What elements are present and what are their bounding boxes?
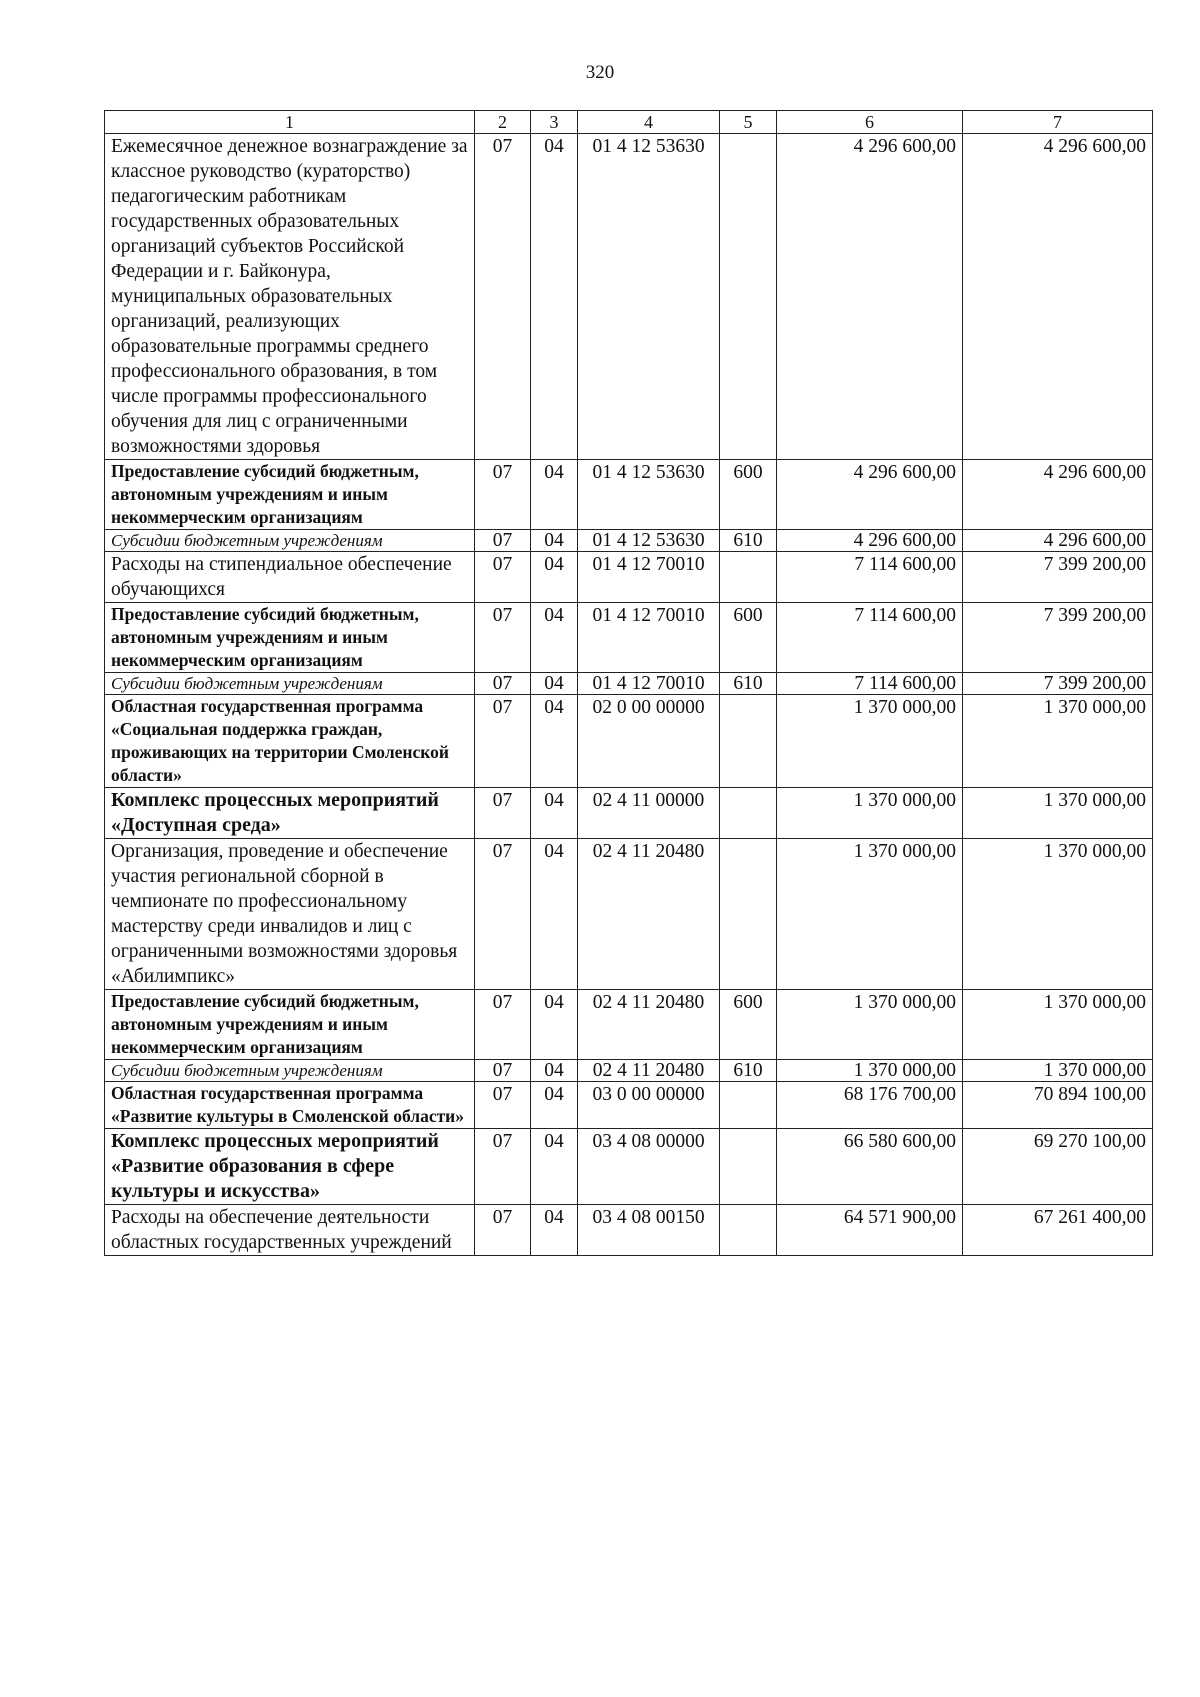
table-row <box>105 1129 1153 1205</box>
row-target-code: 01 4 12 70010 <box>578 603 720 673</box>
row-subsection: 04 <box>531 1129 578 1205</box>
column-header-7: 7 <box>963 111 1153 134</box>
table-row <box>105 460 1153 530</box>
row-subsection: 04 <box>531 673 578 695</box>
row-amount-year-1: 66 580 600,00 <box>777 1129 963 1205</box>
table-row <box>105 603 1153 673</box>
table-row <box>105 1060 1153 1082</box>
row-expense-type: 610 <box>720 1060 777 1082</box>
row-name: Ежемесячное денежное вознаграждение за классное руководство (кураторство) педагогическим работникам государственных образовательных организаций субъектов Российской Федерации и г. Байконура, муниципальных образовательных организаций, реализующих образовательные программы среднего профессионального образования, в том числе программы профессионального обучения для лиц с ограниченными возможностями здоровья <box>105 134 475 460</box>
row-section: 07 <box>475 673 531 695</box>
row-section: 07 <box>475 788 531 839</box>
row-expense-type: 600 <box>720 990 777 1060</box>
row-amount-year-1: 1 370 000,00 <box>777 839 963 990</box>
table-row <box>105 1205 1153 1256</box>
row-amount-year-1: 1 370 000,00 <box>777 788 963 839</box>
row-target-code: 02 4 11 20480 <box>578 990 720 1060</box>
table-row <box>105 990 1153 1060</box>
row-subsection: 04 <box>531 990 578 1060</box>
row-amount-year-1: 1 370 000,00 <box>777 1060 963 1082</box>
row-section: 07 <box>475 552 531 603</box>
row-amount-year-2: 70 894 100,00 <box>963 1082 1153 1129</box>
row-target-code: 02 4 11 20480 <box>578 1060 720 1082</box>
row-target-code: 01 4 12 53630 <box>578 460 720 530</box>
row-amount-year-2: 67 261 400,00 <box>963 1205 1153 1256</box>
row-name: Предоставление субсидий бюджетным, автономным учреждениям и иным некоммерческим организациям <box>105 603 475 673</box>
row-target-code: 01 4 12 70010 <box>578 552 720 603</box>
row-section: 07 <box>475 839 531 990</box>
row-name: Областная государственная программа «Социальная поддержка граждан, проживающих на территории Смоленской области» <box>105 695 475 788</box>
row-name: Организация, проведение и обеспечение участия региональной сборной в чемпионате по профессиональному мастерству среди инвалидов и лиц с ограниченными возможностями здоровья «Абилимпикс» <box>105 839 475 990</box>
row-target-code: 01 4 12 53630 <box>578 530 720 552</box>
row-expense-type: 600 <box>720 603 777 673</box>
row-section: 07 <box>475 1205 531 1256</box>
row-amount-year-1: 1 370 000,00 <box>777 695 963 788</box>
table-row <box>105 552 1153 603</box>
row-section: 07 <box>475 990 531 1060</box>
row-target-code: 01 4 12 53630 <box>578 134 720 460</box>
row-target-code: 03 4 08 00000 <box>578 1129 720 1205</box>
row-amount-year-2: 7 399 200,00 <box>963 603 1153 673</box>
row-name: Расходы на обеспечение деятельности областных государственных учреждений <box>105 1205 475 1256</box>
table-row <box>105 1082 1153 1129</box>
row-target-code: 02 0 00 00000 <box>578 695 720 788</box>
row-amount-year-1: 64 571 900,00 <box>777 1205 963 1256</box>
table-row <box>105 788 1153 839</box>
row-amount-year-1: 4 296 600,00 <box>777 530 963 552</box>
row-target-code: 01 4 12 70010 <box>578 673 720 695</box>
row-name: Предоставление субсидий бюджетным, автономным учреждениям и иным некоммерческим организациям <box>105 990 475 1060</box>
row-section: 07 <box>475 1060 531 1082</box>
table-header-row <box>105 111 1153 134</box>
row-name: Предоставление субсидий бюджетным, автономным учреждениям и иным некоммерческим организациям <box>105 460 475 530</box>
row-name: Субсидии бюджетным учреждениям <box>105 1060 475 1082</box>
table-row <box>105 134 1153 460</box>
table-row <box>105 695 1153 788</box>
row-target-code: 03 4 08 00150 <box>578 1205 720 1256</box>
column-header-2: 2 <box>475 111 531 134</box>
row-subsection: 04 <box>531 788 578 839</box>
row-subsection: 04 <box>531 1060 578 1082</box>
row-amount-year-2: 4 296 600,00 <box>963 460 1153 530</box>
row-amount-year-1: 7 114 600,00 <box>777 673 963 695</box>
row-subsection: 04 <box>531 552 578 603</box>
row-expense-type: 610 <box>720 530 777 552</box>
row-subsection: 04 <box>531 839 578 990</box>
row-section: 07 <box>475 460 531 530</box>
row-subsection: 04 <box>531 695 578 788</box>
page-number: 320 <box>585 62 615 83</box>
row-amount-year-1: 4 296 600,00 <box>777 460 963 530</box>
row-amount-year-1: 4 296 600,00 <box>777 134 963 460</box>
row-section: 07 <box>475 134 531 460</box>
row-section: 07 <box>475 1082 531 1129</box>
column-header-1: 1 <box>105 111 475 134</box>
row-amount-year-2: 7 399 200,00 <box>963 552 1153 603</box>
table-row <box>105 839 1153 990</box>
row-amount-year-1: 7 114 600,00 <box>777 552 963 603</box>
row-section: 07 <box>475 530 531 552</box>
column-header-4: 4 <box>578 111 720 134</box>
row-expense-type <box>720 1082 777 1129</box>
row-subsection: 04 <box>531 134 578 460</box>
row-expense-type <box>720 839 777 990</box>
row-expense-type: 600 <box>720 460 777 530</box>
column-header-3: 3 <box>531 111 578 134</box>
row-amount-year-2: 1 370 000,00 <box>963 839 1153 990</box>
row-subsection: 04 <box>531 460 578 530</box>
row-section: 07 <box>475 603 531 673</box>
row-expense-type <box>720 134 777 460</box>
row-amount-year-2: 69 270 100,00 <box>963 1129 1153 1205</box>
row-subsection: 04 <box>531 1082 578 1129</box>
row-subsection: 04 <box>531 530 578 552</box>
row-target-code: 03 0 00 00000 <box>578 1082 720 1129</box>
row-subsection: 04 <box>531 1205 578 1256</box>
row-expense-type <box>720 1205 777 1256</box>
row-amount-year-2: 4 296 600,00 <box>963 134 1153 460</box>
row-amount-year-2: 4 296 600,00 <box>963 530 1153 552</box>
row-amount-year-2: 1 370 000,00 <box>963 1060 1153 1082</box>
row-name: Субсидии бюджетным учреждениям <box>105 673 475 695</box>
row-target-code: 02 4 11 00000 <box>578 788 720 839</box>
row-amount-year-2: 1 370 000,00 <box>963 788 1153 839</box>
row-name: Областная государственная программа «Развитие культуры в Смоленской области» <box>105 1082 475 1129</box>
row-amount-year-1: 1 370 000,00 <box>777 990 963 1060</box>
row-target-code: 02 4 11 20480 <box>578 839 720 990</box>
budget-table <box>104 110 1153 1256</box>
row-expense-type <box>720 1129 777 1205</box>
table-row <box>105 673 1153 695</box>
row-name: Расходы на стипендиальное обеспечение обучающихся <box>105 552 475 603</box>
table-row <box>105 530 1153 552</box>
row-name: Субсидии бюджетным учреждениям <box>105 530 475 552</box>
row-section: 07 <box>475 695 531 788</box>
row-subsection: 04 <box>531 603 578 673</box>
row-amount-year-1: 68 176 700,00 <box>777 1082 963 1129</box>
row-expense-type <box>720 552 777 603</box>
table-body <box>105 134 1153 1256</box>
row-section: 07 <box>475 1129 531 1205</box>
row-expense-type <box>720 788 777 839</box>
row-amount-year-2: 7 399 200,00 <box>963 673 1153 695</box>
row-amount-year-2: 1 370 000,00 <box>963 990 1153 1060</box>
column-header-6: 6 <box>777 111 963 134</box>
row-expense-type: 610 <box>720 673 777 695</box>
column-header-5: 5 <box>720 111 777 134</box>
row-amount-year-1: 7 114 600,00 <box>777 603 963 673</box>
row-amount-year-2: 1 370 000,00 <box>963 695 1153 788</box>
row-name: Комплекс процессных мероприятий «Развитие образования в сфере культуры и искусства» <box>105 1129 475 1205</box>
row-expense-type <box>720 695 777 788</box>
row-name: Комплекс процессных мероприятий «Доступная среда» <box>105 788 475 839</box>
